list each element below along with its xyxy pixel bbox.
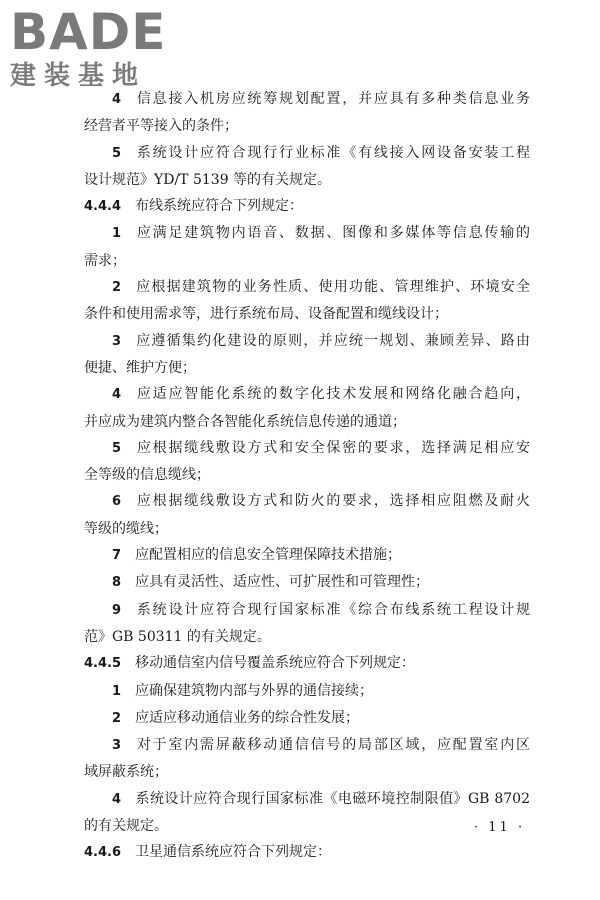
document-body [84,86,530,867]
line-text: 应根据缆线敷设方式和防火的要求，选择相应阻燃及耐火 [135,493,530,510]
item-number: 4 [112,387,122,403]
page-number: · 11 · [474,820,526,835]
bade-logo [10,4,180,94]
item-number: 7 [112,548,122,564]
line-text: 应根据建筑物的业务性质、使用功能、管理维护、环境安全 [135,279,530,296]
clause-text-line [84,301,530,327]
item-number: 4 [112,92,122,107]
line-text: 设计规范》YD/T 5139 等的有关规定。 [84,171,332,188]
clause-text-line [84,542,530,569]
item-number: 6 [112,494,122,510]
clause-text-line [84,732,530,759]
clause-text-line [84,813,530,839]
section-heading-line [84,839,530,866]
item-number: 3 [112,333,122,349]
line-text: 卫星通信系统应符合下列规定： [135,844,332,861]
clause-text-line [84,488,530,515]
section-number: 4.4.5 [84,656,122,672]
line-text: 条件和使用需求等，进行系统布局、设备配置和缆线设计； [84,306,448,323]
item-number: 2 [112,710,122,726]
line-text: 信息接入机房应统筹规划配置，并应具有多种类信息业务 [135,91,530,107]
clause-text-line [84,678,530,705]
line-text: 应适应智能化系统的数字化技术发展和网络化融合趋向， [135,386,530,403]
line-text: 应满足建筑物内语音、数据、图像和多媒体等信息传输的 [135,225,530,242]
item-number: 9 [112,602,122,618]
clause-text-line [84,569,530,596]
clause-text-line [84,381,530,408]
line-text: 并应成为建筑内整合各智能化系统信息传递的通道； [84,413,406,430]
item-number: 5 [112,145,122,161]
line-text: 便捷、维护方便； [84,359,196,376]
line-text: 系统设计应符合现行行业标准《有线接入网设备安装工程 [135,144,530,161]
clause-text-line [84,113,530,139]
clause-text-line [84,462,530,488]
clause-text-line [84,705,530,732]
line-text: 的有关规定。 [84,818,168,835]
item-number: 3 [112,738,122,754]
line-text: 应配置相应的信息安全管理保障技术措施； [135,547,402,564]
section-heading-line [84,193,530,220]
clause-text-line [84,140,530,167]
clause-text-line [84,220,530,247]
clause-text-line [84,409,530,435]
clause-text-line [84,355,530,381]
line-text: 应适应移动通信业务的综合性发展； [135,709,360,726]
line-text: 应遵循集约化建设的原则，并应统一规划、兼顾差异、路由 [135,332,530,349]
section-number: 4.4.4 [84,199,122,215]
line-text: 应具有灵活性、适应性、可扩展性和可管理性； [135,574,430,591]
clause-text-line [84,516,530,542]
item-number: 8 [112,575,122,591]
item-number: 1 [112,683,122,699]
logo-subtitle-text: 建装基地 [10,61,147,91]
line-text: 域屏蔽系统； [84,764,168,781]
logo-brand-text: BADE [10,3,167,61]
line-text: 系统设计应符合现行国家标准《综合布线系统工程设计规 [135,601,530,618]
line-text: 范》GB 50311 的有关规定。 [84,628,271,645]
clause-text-line [84,274,530,301]
item-number: 1 [112,226,122,242]
line-text: 全等级的信息缆线； [84,467,210,484]
item-number: 5 [112,440,122,456]
line-text: 对于室内需屏蔽移动通信信号的局部区域，应配置室内区 [135,737,530,754]
clause-text-line [84,86,530,113]
clause-text-line [84,624,530,650]
line-text: 需求； [84,252,126,269]
line-text: 经营者平等接入的条件； [84,118,238,135]
section-number: 4.4.6 [84,845,122,861]
clause-text-line [84,328,530,355]
item-number: 4 [112,791,122,807]
clause-text-line [84,248,530,274]
clause-text-line [84,435,530,462]
line-text: 布线系统应符合下列规定： [135,198,304,215]
line-text: 系统设计应符合现行国家标准《电磁环境控制限值》GB 8702 [135,790,530,807]
line-text: 应确保建筑物内部与外界的通信接续； [135,682,374,699]
clause-text-line [84,597,530,624]
item-number: 2 [112,280,122,296]
line-text: 等级的缆线； [84,520,168,537]
clause-text-line [84,786,530,813]
section-heading-line [84,650,530,677]
clause-text-line [84,759,530,785]
line-text: 应根据缆线敷设方式和安全保密的要求，选择满足相应安 [135,439,530,456]
line-text: 移动通信室内信号覆盖系统应符合下列规定： [135,655,416,672]
clause-text-line [84,167,530,193]
